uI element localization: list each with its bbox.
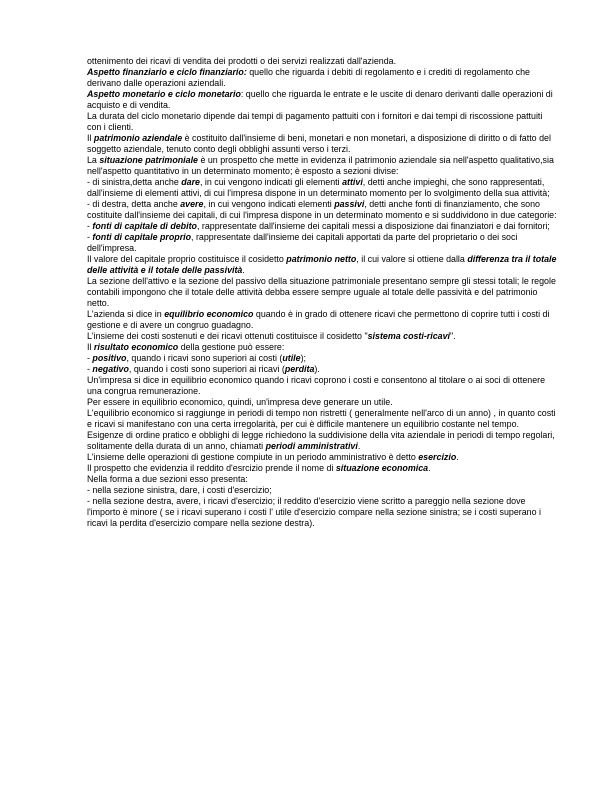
text-run: Il valore del capitale proprio costituisce il cosidetto: [87, 254, 287, 264]
paragraph: [87, 89, 557, 111]
emphasized-term: periodi amministrativi: [265, 441, 358, 451]
emphasized-term: avere: [180, 199, 204, 209]
paragraph: [87, 474, 557, 485]
paragraph: [87, 364, 557, 375]
text-run: è un prospetto che mette in evidenza il patrimonio aziendale sia nell'aspetto qualitativo,sia nell'aspetto quantitativo in un determinato momento; è esposto a sezioni divise:: [87, 155, 554, 176]
text-run: , in cui vengono indicati elementi: [203, 199, 335, 209]
text-run: , il cui valore si ottiene dalla: [356, 254, 468, 264]
text-run: Il prospetto che evidenzia il reddito d'esrcizio prende il nome di: [87, 463, 336, 473]
paragraph: [87, 430, 557, 452]
paragraph: [87, 133, 557, 155]
emphasized-term: fonti di capitale di debito: [92, 221, 197, 231]
document-page: [87, 56, 557, 529]
text-run: -: [87, 232, 93, 242]
paragraph: [87, 56, 557, 67]
paragraph: [87, 155, 557, 177]
text-run: Un'impresa si dice in equilibrio economico quando i ricavi coprono i costi e consentono al titolare o ai soci di ottenere una congrua remunerazione.: [87, 375, 546, 396]
emphasized-term: dare: [181, 177, 200, 187]
text-run: , in cui vengono indicati gli elementi: [199, 177, 343, 187]
text-run: .: [242, 265, 245, 275]
text-run: -: [87, 221, 93, 231]
paragraph: [87, 331, 557, 342]
emphasized-term: passivi: [334, 199, 365, 209]
text-run: Per essere in equilibrio economico, quindi, un'impresa deve generare un utile.: [87, 397, 393, 407]
text-run: ".: [450, 331, 456, 341]
text-run: - nella sezione destra, avere, i ricavi d'esercizio; il reddito d'esercizio viene scritto a pareggio nella sezione dove l'importo è minore ( se i ricavi superano i costi l' utile d'esercizio compare nella sezione sinistra; se i costi superano i ricavi la perdita d'esercizio compare nella sezione destra).: [87, 496, 541, 528]
emphasized-term: Aspetto monetario e ciclo monetario: [87, 89, 241, 99]
text-run: , rappresentate dall'insieme dei capitali messi a disposizione dai finanziatori e dai fornitori;: [196, 221, 550, 231]
paragraph: [87, 463, 557, 474]
paragraph: [87, 232, 557, 254]
text-run: .: [456, 452, 459, 462]
emphasized-term: situazione economica: [335, 463, 429, 473]
text-run: , quando i costi sono superiori ai ricavi (: [128, 364, 285, 374]
text-run: , rappresentate dall'insieme dei capitali apportati da parte del proprietario o dei soci dell'impresa.: [87, 232, 518, 253]
paragraph: [87, 309, 557, 331]
emphasized-term: differenza tra il totale delle attività e il totale delle passività: [87, 254, 557, 275]
text-run: quello che riguarda i debiti di regolamento e i crediti di regolamento che derivano dalle operazioni aziendali.: [87, 67, 530, 88]
text-run: La sezione dell'attivo e la sezione del passivo della situazione patrimoniale presentano sempre gli stessi totali; le regole contabili impongono che il totale delle attività debba essere sempre uguale al totale delle passività e del patrimonio netto.: [87, 276, 556, 308]
paragraph: [87, 276, 557, 309]
paragraph: [87, 485, 557, 496]
paragraph: [87, 353, 557, 364]
text-run: , detti anche impieghi, che sono rappresentati, dall'insieme di elementi attivi, di cui l'impresa dispone in un determinato momento per lo svolgimento della sua attività;: [87, 177, 550, 198]
text-run: L'equilibrio economico si raggiunge in periodi di tempo non ristretti ( generalmente nell'arco di un anno) , in quanto costi e ricavi si manifestano con una certa irregolarità, per cui è difficile mantenere un equilibrio costante nel tempo.: [87, 408, 556, 429]
paragraph: [87, 221, 557, 232]
emphasized-term: equilibrio economico: [164, 309, 254, 319]
emphasized-term: patrimonio netto: [286, 254, 357, 264]
text-run: - di destra, detta anche: [87, 199, 181, 209]
text-run: Il: [87, 133, 94, 143]
text-run: - nella sezione sinistra, dare, i costi d'esercizio;: [87, 485, 272, 495]
text-run: - di sinistra,detta anche: [87, 177, 182, 187]
emphasized-term: fonti di capitale proprio: [92, 232, 192, 242]
text-run: Il: [87, 342, 94, 352]
text-run: ottenimento dei ricavi di vendita dei prodotti o dei servizi realizzati dall'azienda.: [87, 56, 397, 66]
paragraph: [87, 199, 557, 221]
paragraph: [87, 342, 557, 353]
text-run: ).: [314, 364, 320, 374]
text-run: .: [428, 463, 431, 473]
text-run: , quando i ricavi sono superiori ai costi (: [126, 353, 283, 363]
text-run: quando è in grado di ottenere ricavi che permettono di coprire tutti i costi di gestione e di avere un congruo guadagno.: [87, 309, 550, 330]
text-run: Esigenze di ordine pratico e obblighi di legge richiedono la suddivisione della vita aziendale in periodi di tempo regolari, solitamente della durata di un anno, chiamati: [87, 430, 555, 451]
paragraph: [87, 408, 557, 430]
emphasized-term: esercizio: [418, 452, 457, 462]
emphasized-term: attivi: [342, 177, 363, 187]
paragraph: [87, 452, 557, 463]
emphasized-term: patrimonio aziendale: [93, 133, 183, 143]
paragraph: [87, 496, 557, 529]
paragraph: [87, 177, 557, 199]
text-run: : quello che riguarda le entrate e le uscite di denaro derivanti dalle operazioni di acquisto e di vendita.: [87, 89, 553, 110]
text-run: La durata del ciclo monetario dipende dai tempi di pagamento pattuiti con i fornitori e dai tempi di riscossione pattuiti con i clienti.: [87, 111, 543, 132]
paragraph: [87, 397, 557, 408]
text-run: L'insieme dei costi sostenuti e dei ricavi ottenuti costituisce il cosidetto ": [87, 331, 368, 341]
paragraph: [87, 67, 557, 89]
emphasized-term: negativo: [92, 364, 129, 374]
text-run: La: [87, 155, 100, 165]
text-run: -: [87, 353, 93, 363]
text-run: .: [357, 441, 361, 451]
emphasized-term: risultato economico: [93, 342, 179, 352]
text-run: -: [87, 364, 93, 374]
text-run: è costituito dall'insieme di beni, monetari e non monetari, a disposizione di diritto o di fatto del soggetto aziendale, tenuto conto degli obblighi assunti verso i terzi.: [87, 133, 551, 154]
text-run: , detti anche fonti di finanziamento, che sono costituite dall'insieme dei capitali, di cui l'impresa dispone in un determinato momento e si suddividono in due categorie:: [87, 199, 557, 220]
emphasized-term: perdita: [284, 364, 315, 374]
emphasized-term: utile: [282, 353, 301, 363]
text-run: Nella forma a due sezioni esso presenta:: [87, 474, 248, 484]
emphasized-term: situazione patrimoniale: [99, 155, 198, 165]
text-run: della gestione può essere:: [178, 342, 285, 352]
paragraph: [87, 111, 557, 133]
emphasized-term: positivo: [92, 353, 127, 363]
text-run: L'insieme delle operazioni di gestione compiute in un periodo amministrativo è detto: [87, 452, 419, 462]
paragraph: [87, 375, 557, 397]
paragraph: [87, 254, 557, 276]
text-run: L'azienda si dice in: [87, 309, 165, 319]
text-run: );: [300, 353, 307, 363]
emphasized-term: sistema costi-ricavi: [367, 331, 450, 341]
emphasized-term: Aspetto finanziario e ciclo finanziario:: [87, 67, 247, 77]
